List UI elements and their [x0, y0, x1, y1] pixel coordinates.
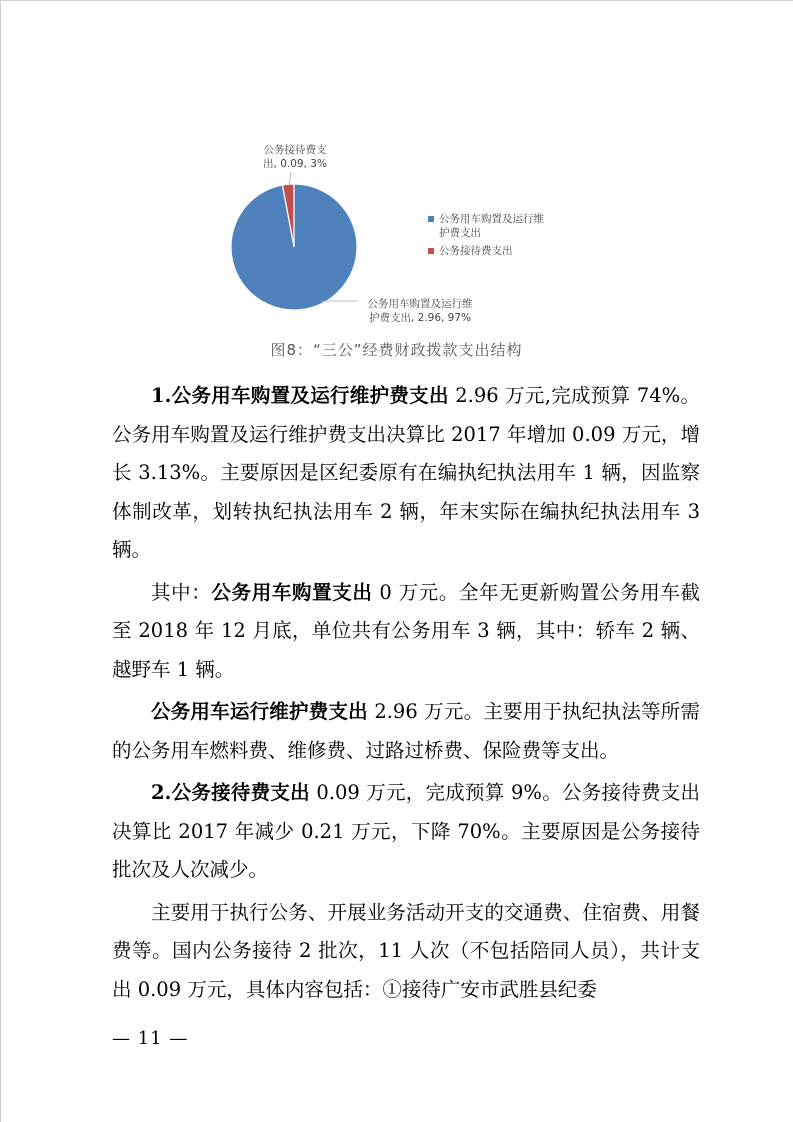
paragraph-vehicle-purchase-prefix: 其中： — [151, 580, 212, 604]
heading-vehicle-total: 1.公务用车购置及运行维护费支出 — [151, 384, 449, 407]
legend-swatch-reception — [428, 248, 434, 254]
pie-chart-figure — [0, 0, 793, 340]
data-label-reception — [240, 143, 350, 171]
legend-label-vehicle-line1: 公务用车购置及运行维 — [439, 213, 544, 225]
page-number: — 11 — — [112, 1028, 189, 1049]
data-label-reception-line1: 公务接待费支 — [263, 144, 327, 156]
paragraph-reception-details: 主要用于执行公务、开展业务活动开支的交通费、住宿费、用餐费等。国内公务接待 2 批次，11 人次（不包括陪同人员），共计支出 0.09 万元，具体内容包括：①接待广安市武胜县纪委 — [112, 900, 700, 1001]
pie-chart — [0, 0, 793, 340]
paragraph-vehicle-total-text: 2.96 万元,完成预算 74%。公务用车购置及运行维护费支出决算比 2017 年增加 0.09 万元，增长 3.13%。主要原因是区纪委原有在编执纪执法用车 1 辆，因监察体制改革，划转执纪执法用车 2 辆，年末实际在编执纪执法用车 3 辆。 — [112, 384, 701, 561]
paragraph-reception — [112, 774, 700, 890]
heading-vehicle-purchase: 公务用车购置支出 — [211, 580, 373, 604]
data-label-reception-line2: 出, 0.09, 3% — [263, 158, 327, 170]
data-label-vehicle — [355, 297, 485, 325]
data-label-vehicle-line1: 公务用车购置及运行维 — [367, 298, 473, 310]
pie-slice-vehicle — [231, 184, 357, 310]
legend-swatch-vehicle — [428, 216, 434, 222]
legend-item-vehicle — [428, 212, 574, 240]
heading-vehicle-maintenance: 公务用车运行维护费支出 — [151, 700, 368, 723]
heading-reception: 2.公务接待费支出 — [151, 781, 310, 804]
legend-label-reception: 公务接待费支出 — [439, 245, 513, 257]
data-label-vehicle-line2: 护费支出, 2.96, 97% — [368, 312, 472, 324]
paragraph-vehicle-maintenance-text: 2.96 万元。主要用于执纪执法等所需的公务用车燃料费、维修费、过路过桥费、保险费等支出。 — [112, 700, 700, 762]
paragraph-vehicle-purchase-text: 0 万元。全年无更新购置公务用车截至 2018 年 12 月底，单位共有公务用车 3 辆，其中：轿车 2 辆、越野车 1 辆。 — [112, 580, 700, 681]
body-text — [112, 377, 700, 1013]
legend-item-reception — [428, 244, 574, 258]
paragraph-vehicle-maintenance — [112, 693, 700, 770]
paragraph-vehicle-purchase — [112, 574, 700, 690]
paragraph-reception-text: 0.09 万元，完成预算 9%。公务接待费支出决算比 2017 年减少 0.21 万元，下降 70%。主要原因是公务接待批次及人次减少。 — [112, 781, 701, 881]
figure-caption: 图8：“三公”经费财政拨款支出结构 — [270, 341, 523, 359]
legend-label-vehicle-line2: 护费支出 — [439, 227, 481, 239]
chart-legend — [428, 212, 574, 262]
paragraph-vehicle-total — [112, 377, 700, 570]
